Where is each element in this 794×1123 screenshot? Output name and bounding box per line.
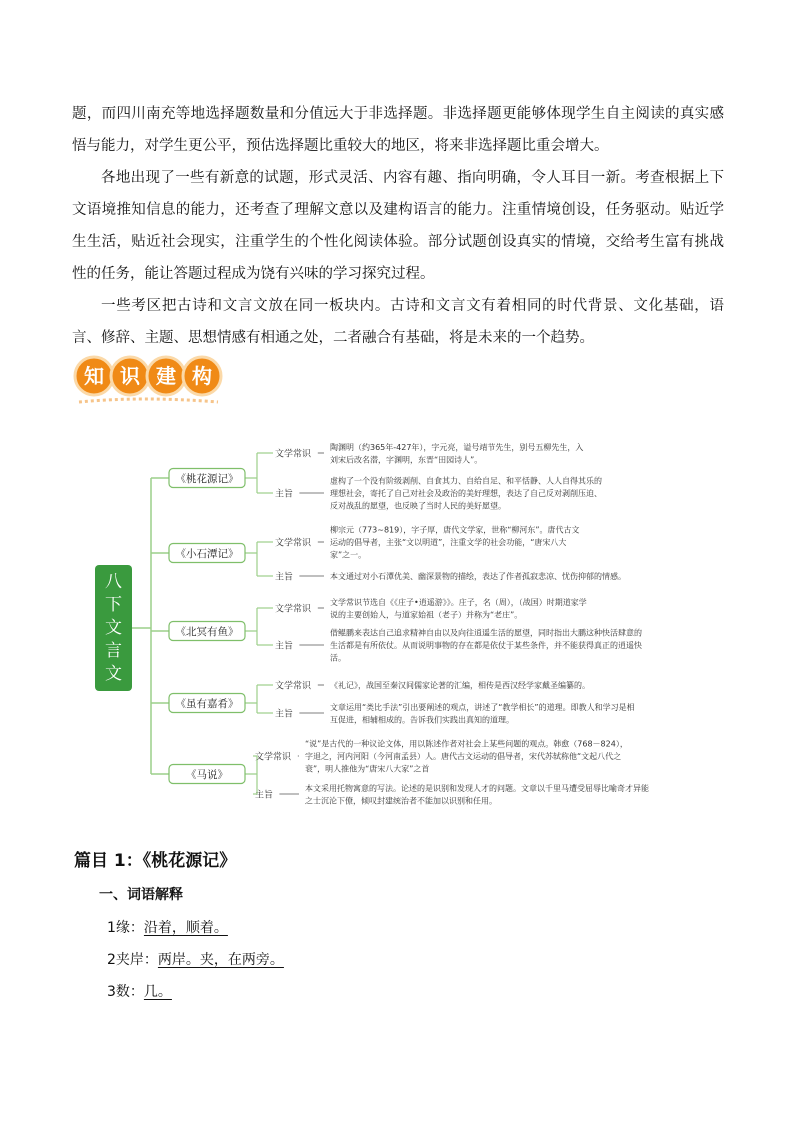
badge-char: 知 <box>84 364 104 388</box>
mindmap-branch <box>169 765 245 784</box>
item-label: 主旨 <box>255 790 274 801</box>
badge-char-tile <box>183 357 221 395</box>
branch-title: 《桃花源记》 <box>175 473 239 485</box>
mindmap-branch <box>169 694 245 713</box>
item-label: 主旨 <box>275 572 294 583</box>
mindmap-branch <box>169 544 245 563</box>
mindmap-branch <box>169 469 245 488</box>
knowledge-construction-badge <box>73 352 223 408</box>
item-text-line: 陶渊明（约365年-427年），字元亮，谥号靖节先生，别号五柳先生，入 <box>330 442 584 452</box>
branch-title: 《马说》 <box>186 769 228 781</box>
item-label: 文学常识 <box>275 538 312 549</box>
badge-char-tile <box>147 357 185 395</box>
root-char: 文 <box>105 618 122 638</box>
item-text-line: 字退之，河内河阳（今河南孟县）人。唐代古文运动的倡导者，宋代苏轼称他“文起八代之 <box>305 752 622 761</box>
item-fork <box>245 685 257 713</box>
intro-paragraph-1: 题，而四川南充等地选择题数量和分值远大于非选择题。非选择题更能够体现学生自主阅读的真实感悟与能力，对学生更公平，预估选择题比重较大的地区，将来非选择题比重会增大。 <box>72 106 724 154</box>
branch-title: 《虽有嘉肴》 <box>175 698 239 710</box>
item-text-line: 理想社会，寄托了自己对社会及政治的美好理想，表达了自己反对剥削压迫、 <box>330 489 602 498</box>
vocab-number: 2 <box>107 952 116 968</box>
item-text-line: 柳宗元（773~819），字子厚，唐代文学家，世称“柳河东”。唐代古文 <box>330 525 580 535</box>
badge-underline <box>79 399 218 402</box>
badge-char-tile <box>111 357 149 395</box>
badge-char-tile <box>75 357 113 395</box>
item-text-line: 文学常识节选自《《庄子•逍遥游》》。庄子，名（周），（战国）时期道家学 <box>330 597 587 607</box>
item-label: 主旨 <box>275 709 294 720</box>
section-heading: 一、词语解释 <box>99 887 183 903</box>
vocab-term: 数： <box>115 984 144 1000</box>
vocab-answer: 两岸。夹，在两旁。 <box>157 952 284 968</box>
vocab-number: 3 <box>107 984 116 1000</box>
item-fork <box>245 542 257 576</box>
knowledge-mind-map <box>85 425 705 820</box>
intro-paragraph-3: 一些考区把古诗和文言文放在同一板块内。古诗和文言文有着相同的时代背景、文化基础，语言、修辞、主题、思想情感有相通之处，二者融合有基础，将是未来的一个趋势。 <box>72 298 724 346</box>
badge-char: 建 <box>156 364 176 388</box>
item-text-line: 本文采用托物寓意的写法。论述的是识别和发现人才的问题。文章以千里马遭受屈辱比喻奇才异能 <box>305 783 649 793</box>
item-text-line: 借鲲鹏来表达自己追求精神自由以及向往逍遥生活的愿望，同时指出大鹏这种快活肆意的 <box>330 628 642 638</box>
item-label: 主旨 <box>275 641 294 652</box>
vocab-item <box>107 949 284 969</box>
item-fork <box>245 608 257 645</box>
vocab-number: 1 <box>107 920 116 936</box>
item-text-line: 之士沉沦下僚，倾叹封建统治者不能加以识别和任用。 <box>305 796 497 806</box>
item-text-line: “说”是古代的一种议论文体，用以陈述作者对社会上某些问题的观点。韩愈（768－824）， <box>305 739 628 749</box>
root-char: 言 <box>105 641 122 661</box>
item-fork <box>245 453 257 493</box>
branch-title: 《北冥有鱼》 <box>175 626 239 638</box>
item-label: 文学常识 <box>275 681 312 692</box>
mindmap-branch <box>169 622 245 641</box>
item-text-line: 衰”，明人推他为“唐宋八大家”之首 <box>305 764 430 774</box>
item-text-line: 生活都是有所依仗。从而说明事物的存在都是依仗于某些条件，并不能获得真正的逍遥快 <box>330 641 642 650</box>
branch-title: 《小石潭记》 <box>175 548 239 560</box>
chapter-title: 篇目 1：《桃花源记》 <box>74 851 237 871</box>
item-text-line: 活。 <box>330 653 346 663</box>
item-text-line: 《礼记》，战国至秦汉间儒家论著的汇编，相传是西汉经学家戴圣编纂的。 <box>330 681 590 690</box>
vocab-item <box>107 917 228 937</box>
mindmap-root <box>95 565 132 691</box>
item-text-line: 本文通过对小石潭优美、幽深景物的描绘，表达了作者孤寂悲凉、忧伤抑郁的情感。 <box>330 572 626 581</box>
badge-char: 识 <box>120 364 140 388</box>
item-text-line: 互促进，相辅相成的。告诉我们实践出真知的道理。 <box>330 715 514 725</box>
item-label: 文学常识 <box>275 604 312 615</box>
item-text-line: 刘宋后改名潜，字渊明，东晋“田园诗人”。 <box>330 455 483 465</box>
vocab-term: 夹岸： <box>115 952 158 968</box>
item-text-line: 文章运用“类比手法”引出要阐述的观点，讲述了“教学相长”的道理。即教人和学习是相 <box>330 702 635 712</box>
item-text-line: 反对战乱的愿望，也反映了当时人民的美好愿望。 <box>330 501 506 511</box>
item-text-line: 家”之一。 <box>330 550 367 560</box>
badge-char: 构 <box>192 364 212 388</box>
vocab-term: 缘： <box>115 920 144 936</box>
item-label: 文学常识 <box>255 752 292 763</box>
item-text-line: 运动的倡导者，主张“文以明道”，注重文学的社会功能，“唐宋八大 <box>330 538 567 547</box>
intro-paragraph-2: 各地出现了一些有新意的试题，形式灵活、内容有趣、指向明确，令人耳目一新。考查根据上下文语境推知信息的能力，还考查了理解文意以及建构语言的能力。注重情境创设，任务驱动。贴近学生生活，贴近社会现实，注重学生的个性化阅读体验。部分试题创设真实的情境，交给考生富有挑战性的任务，能让答题过程成为饶有兴味的学习探究过程。 <box>72 170 724 282</box>
vocab-answer: 几。 <box>143 984 172 1000</box>
item-label: 主旨 <box>275 489 294 500</box>
item-text-line: 说的主要创始人，与道家始祖（老子）并称为“老庄”。 <box>330 610 523 620</box>
vocab-answer: 沿着，顺着。 <box>143 920 228 936</box>
item-text-line: 虚构了一个没有阶级剥削、自食其力、自给自足、和平恬静、人人自得其乐的 <box>330 476 602 486</box>
vocab-item <box>107 981 172 1001</box>
root-char: 下 <box>105 595 122 615</box>
root-char: 文 <box>105 664 122 684</box>
item-label: 文学常识 <box>275 449 312 460</box>
root-char: 八 <box>105 572 122 592</box>
